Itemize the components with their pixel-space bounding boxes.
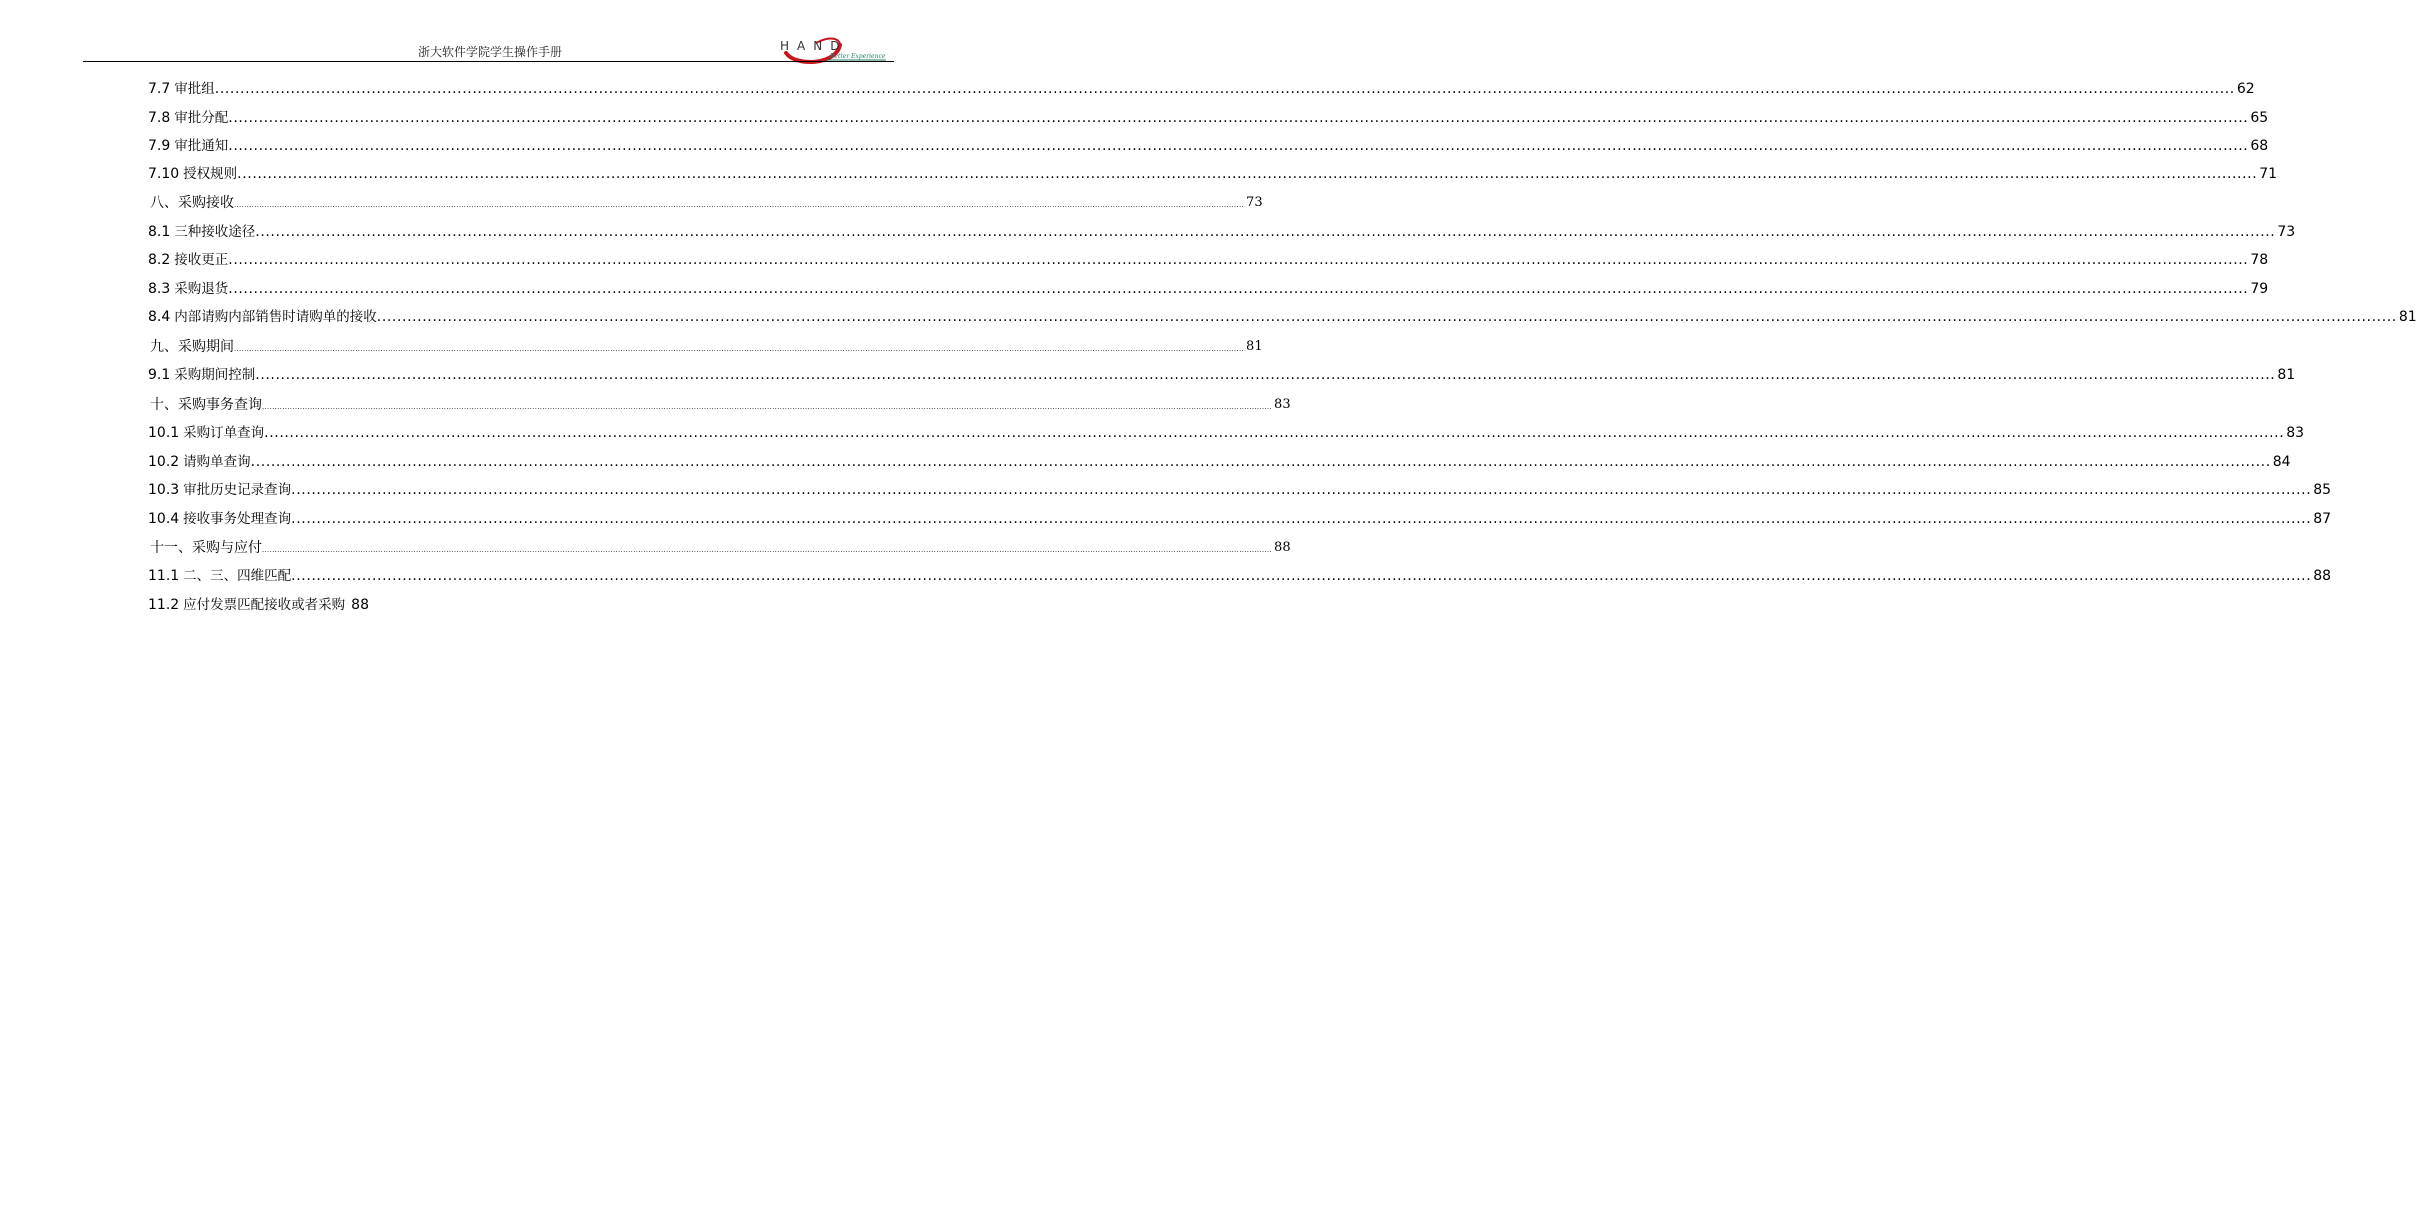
toc-number: 7.9 — [148, 138, 171, 154]
toc-page: 83 — [1274, 397, 1291, 412]
toc-page: 88 — [351, 597, 369, 613]
header-rule — [83, 61, 894, 62]
toc-entry[interactable] — [148, 477, 2332, 499]
toc-entry[interactable] — [148, 420, 2305, 442]
header-title: 浙大软件学院学生操作手册 — [417, 45, 562, 59]
toc-title: 接收更正 — [174, 252, 229, 268]
toc-number: 8.4 — [148, 309, 171, 325]
toc-entry[interactable] — [148, 449, 2291, 471]
toc-entry[interactable] — [148, 133, 2269, 155]
toc-leader: ................................................................................................................................................................................................................................................................................................................................................................................................................ — [291, 511, 2312, 527]
toc-leader: ................................................................................................................................................................................................................................................................................................................................................................................................................ — [237, 166, 2258, 182]
toc-leader: ................................................................................................................................................................................................................................................................................................................................................................................................................ — [228, 110, 2249, 126]
toc-number: 8.2 — [148, 252, 171, 268]
toc-title: 二、三、四维匹配 — [183, 568, 292, 584]
toc-title: 采购期间控制 — [174, 367, 256, 383]
toc-chapter[interactable] — [150, 190, 1263, 212]
toc-leader: ................................................................................................................................................................................................................................................................................................................................................................................................................ — [228, 252, 2249, 268]
toc-entry[interactable] — [148, 76, 2255, 98]
toc-leader: ................................................................................................................................................................................................................................................................................................................................................................................................................ — [262, 546, 1273, 554]
toc-number: 7.7 — [148, 81, 171, 97]
toc-page: 62 — [2236, 81, 2255, 97]
toc-leader: ................................................................................................................................................................................................................................................................................................................................................................................................................ — [250, 454, 2271, 470]
toc-title: 采购退货 — [174, 281, 229, 297]
toc-chapter[interactable] — [150, 535, 1291, 557]
page-header — [0, 0, 950, 64]
toc-leader: ................................................................................................................................................................................................................................................................................................................................................................................................................ — [376, 309, 2397, 325]
toc-page: 84 — [2272, 454, 2291, 470]
toc-number: 10.1 — [148, 425, 180, 441]
toc-page: 78 — [2250, 252, 2269, 268]
toc-leader: ................................................................................................................................................................................................................................................................................................................................................................................................................ — [228, 138, 2249, 154]
toc-number: 7.8 — [148, 110, 171, 126]
toc-chapter-title: 九、采购期间 — [150, 339, 234, 355]
toc-chapter-title: 十一、采购与应付 — [150, 540, 262, 556]
hand-logo — [776, 31, 892, 65]
toc-title: 授权规则 — [183, 166, 238, 182]
toc-number: 8.3 — [148, 281, 171, 297]
toc-leader: ................................................................................................................................................................................................................................................................................................................................................................................................................ — [214, 81, 2235, 97]
toc-page: 71 — [2259, 166, 2278, 182]
toc-page: 88 — [1274, 540, 1291, 555]
toc-page: 87 — [2313, 511, 2332, 527]
toc-entry[interactable] — [148, 592, 548, 614]
toc-entry[interactable] — [148, 304, 2417, 326]
toc-page: 83 — [2286, 425, 2305, 441]
toc-page: 65 — [2250, 110, 2269, 126]
toc-leader: ................................................................................................................................................................................................................................................................................................................................................................................................................ — [255, 367, 2276, 383]
toc-title: 审批组 — [174, 81, 215, 97]
toc-entry[interactable] — [148, 506, 2332, 528]
toc-chapter[interactable] — [150, 334, 1263, 356]
toc-chapter-title: 八、采购接收 — [150, 195, 234, 211]
toc-title: 采购订单查询 — [183, 425, 265, 441]
toc-page: 73 — [1246, 195, 1263, 210]
toc-chapter[interactable] — [150, 392, 1291, 414]
toc-number: 9.1 — [148, 367, 171, 383]
toc-entry[interactable] — [148, 362, 2296, 384]
toc-title: 审批通知 — [174, 138, 229, 154]
toc-entry[interactable] — [148, 276, 2269, 298]
logo-text: HAND — [780, 39, 848, 53]
toc-title: 内部请购内部销售时请购单的接收 — [174, 309, 377, 325]
toc-page: 85 — [2313, 482, 2332, 498]
toc-entry[interactable] — [148, 247, 2269, 269]
toc-title: 三种接收途径 — [174, 224, 256, 240]
toc-leader: ................................................................................................................................................................................................................................................................................................................................................................................................................ — [234, 345, 1245, 353]
toc-entry[interactable] — [148, 219, 2296, 241]
toc-number: 10.2 — [148, 454, 180, 470]
toc-page: 81 — [1246, 339, 1263, 354]
logo-tagline: Better Experience — [830, 53, 886, 60]
toc-title: 审批历史记录查询 — [183, 482, 292, 498]
toc-chapter-title: 十、采购事务查询 — [150, 397, 262, 413]
toc-entry[interactable] — [148, 105, 2269, 127]
toc-entry[interactable] — [148, 563, 2332, 585]
toc-page: 73 — [2277, 224, 2296, 240]
toc-number: 8.1 — [148, 224, 171, 240]
toc-number: 11.2 — [148, 597, 180, 613]
toc-leader: ................................................................................................................................................................................................................................................................................................................................................................................................................ — [291, 568, 2312, 584]
toc-entry[interactable] — [148, 161, 2278, 183]
toc-page: 81 — [2277, 367, 2296, 383]
toc-leader: ................................................................................................................................................................................................................................................................................................................................................................................................................ — [264, 425, 2285, 441]
toc-number: 11.1 — [148, 568, 180, 584]
toc-title: 接收事务处理查询 — [183, 511, 292, 527]
toc-leader: ................................................................................................................................................................................................................................................................................................................................................................................................................ — [234, 201, 1245, 209]
toc-number: 10.4 — [148, 511, 180, 527]
toc-leader: ................................................................................................................................................................................................................................................................................................................................................................................................................ — [255, 224, 2276, 240]
toc-page: 79 — [2250, 281, 2269, 297]
toc-title: 请购单查询 — [183, 454, 251, 470]
toc-leader: ................................................................................................................................................................................................................................................................................................................................................................................................................ — [291, 482, 2312, 498]
toc-page: 81 — [2398, 309, 2417, 325]
toc-page: 88 — [2313, 568, 2332, 584]
toc-title: 应付发票匹配接收或者采购 — [183, 597, 346, 613]
toc-number: 7.10 — [148, 166, 180, 182]
toc-title: 审批分配 — [174, 110, 229, 126]
toc-leader: ................................................................................................................................................................................................................................................................................................................................................................................................................ — [262, 403, 1273, 411]
toc-page: 68 — [2250, 138, 2269, 154]
toc-number: 10.3 — [148, 482, 180, 498]
toc-leader: ................................................................................................................................................................................................................................................................................................................................................................................................................ — [228, 281, 2249, 297]
